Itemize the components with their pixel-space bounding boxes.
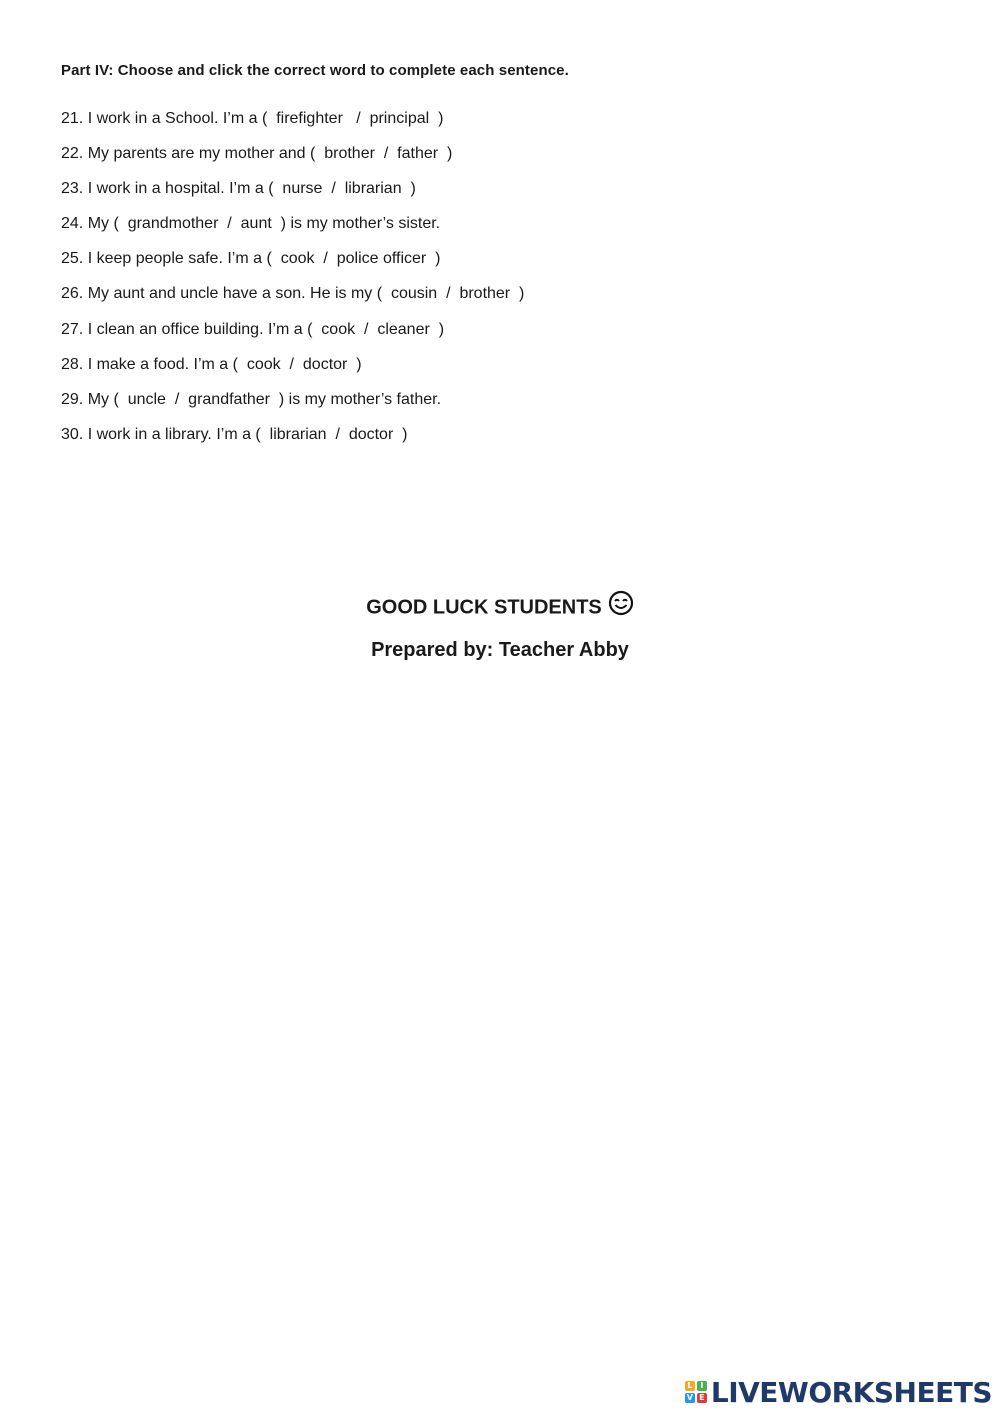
question-text-before: 29. My ( — [61, 390, 128, 408]
question-item — [61, 213, 524, 248]
question-text-after: ) is my mother’s father. — [270, 390, 442, 408]
answer-option-1[interactable]: brother — [324, 145, 375, 163]
logo-tile: I — [697, 1381, 707, 1391]
question-item — [61, 108, 524, 143]
answer-option-1[interactable]: nurse — [282, 180, 323, 198]
option-separator: / — [218, 215, 241, 233]
answer-option-1[interactable]: grandmother — [127, 215, 219, 233]
option-separator: / — [355, 320, 378, 338]
answer-option-1[interactable]: librarian — [269, 425, 327, 443]
answer-option-2[interactable]: doctor — [302, 355, 348, 373]
prepared-by: Prepared by: Teacher Abby — [371, 639, 629, 661]
answer-option-1[interactable]: cousin — [390, 285, 438, 303]
good-luck-message — [0, 594, 1000, 622]
question-text-after: ) — [429, 110, 444, 127]
answer-option-1[interactable]: cook — [246, 355, 281, 373]
answer-option-2[interactable]: cleaner — [377, 320, 430, 338]
question-item — [61, 354, 524, 389]
question-item — [61, 389, 524, 424]
question-text-after: ) is my mother’s sister. — [271, 215, 441, 233]
answer-option-2[interactable]: principal — [369, 110, 430, 127]
option-separator: / — [280, 355, 303, 373]
part-instruction: Part IV: Choose and click the correct word to complete each sentence. — [61, 62, 569, 79]
answer-option-2[interactable]: librarian — [344, 180, 402, 198]
question-item — [61, 283, 524, 318]
answer-option-2[interactable]: doctor — [348, 425, 394, 443]
question-item — [61, 319, 524, 354]
answer-option-2[interactable]: brother — [459, 285, 511, 303]
question-text-before: 23. I work in a hospital. I’m a ( — [61, 180, 283, 198]
question-item — [61, 178, 524, 213]
question-text-after: ) — [347, 355, 362, 373]
question-text-before: 22. My parents are my mother and ( — [61, 145, 325, 163]
question-text-before: 24. My ( — [61, 215, 128, 233]
option-separator: / — [165, 390, 189, 408]
question-text-before: 30. I work in a library. I’m a ( — [61, 425, 270, 443]
question-text-after: ) — [438, 145, 453, 163]
answer-option-2[interactable]: aunt — [240, 215, 272, 233]
liveworksheets-logo-icon — [685, 1381, 707, 1403]
question-text-after: ) — [510, 285, 525, 303]
question-text-before: 26. My aunt and uncle have a son. He is my ( — [61, 285, 391, 303]
liveworksheets-brand — [685, 1377, 992, 1407]
question-item — [61, 424, 524, 459]
question-text-before: 21. I work in a School. I’m a ( — [61, 110, 277, 127]
option-separator: / — [326, 425, 349, 443]
question-text-before: 28. I make a food. I’m a ( — [61, 355, 247, 373]
option-separator: / — [322, 180, 345, 198]
option-separator: / — [314, 250, 337, 268]
option-separator: / — [374, 145, 398, 163]
logo-tile: V — [686, 1393, 693, 1402]
answer-option-2[interactable]: father — [397, 145, 439, 163]
good-luck-text: GOOD LUCK STUDENTS — [366, 596, 602, 619]
smiley-face-icon — [608, 590, 634, 622]
question-item — [61, 248, 524, 283]
question-item — [61, 143, 524, 178]
option-separator: / — [437, 285, 460, 303]
answer-option-1[interactable]: firefighter — [276, 110, 343, 127]
question-list — [61, 108, 524, 459]
question-text-after: ) — [393, 425, 408, 443]
question-text-before: 25. I keep people safe. I’m a ( — [61, 250, 281, 268]
logo-tile: E — [697, 1393, 707, 1403]
question-text-before: 27. I clean an office building. I’m a ( — [61, 320, 322, 338]
answer-option-2[interactable]: police officer — [336, 250, 427, 268]
question-text-after: ) — [401, 180, 416, 198]
question-text-after: ) — [426, 250, 441, 268]
answer-option-1[interactable]: cook — [280, 250, 315, 268]
answer-option-1[interactable]: uncle — [127, 390, 166, 408]
question-text-after: ) — [429, 320, 445, 338]
brand-name: LIVEWORKSHEETS — [710, 1375, 992, 1409]
logo-tile: L — [685, 1381, 695, 1391]
answer-option-1[interactable]: cook — [321, 320, 356, 338]
answer-option-2[interactable]: grandfather — [188, 390, 271, 408]
option-separator: / — [342, 110, 370, 127]
